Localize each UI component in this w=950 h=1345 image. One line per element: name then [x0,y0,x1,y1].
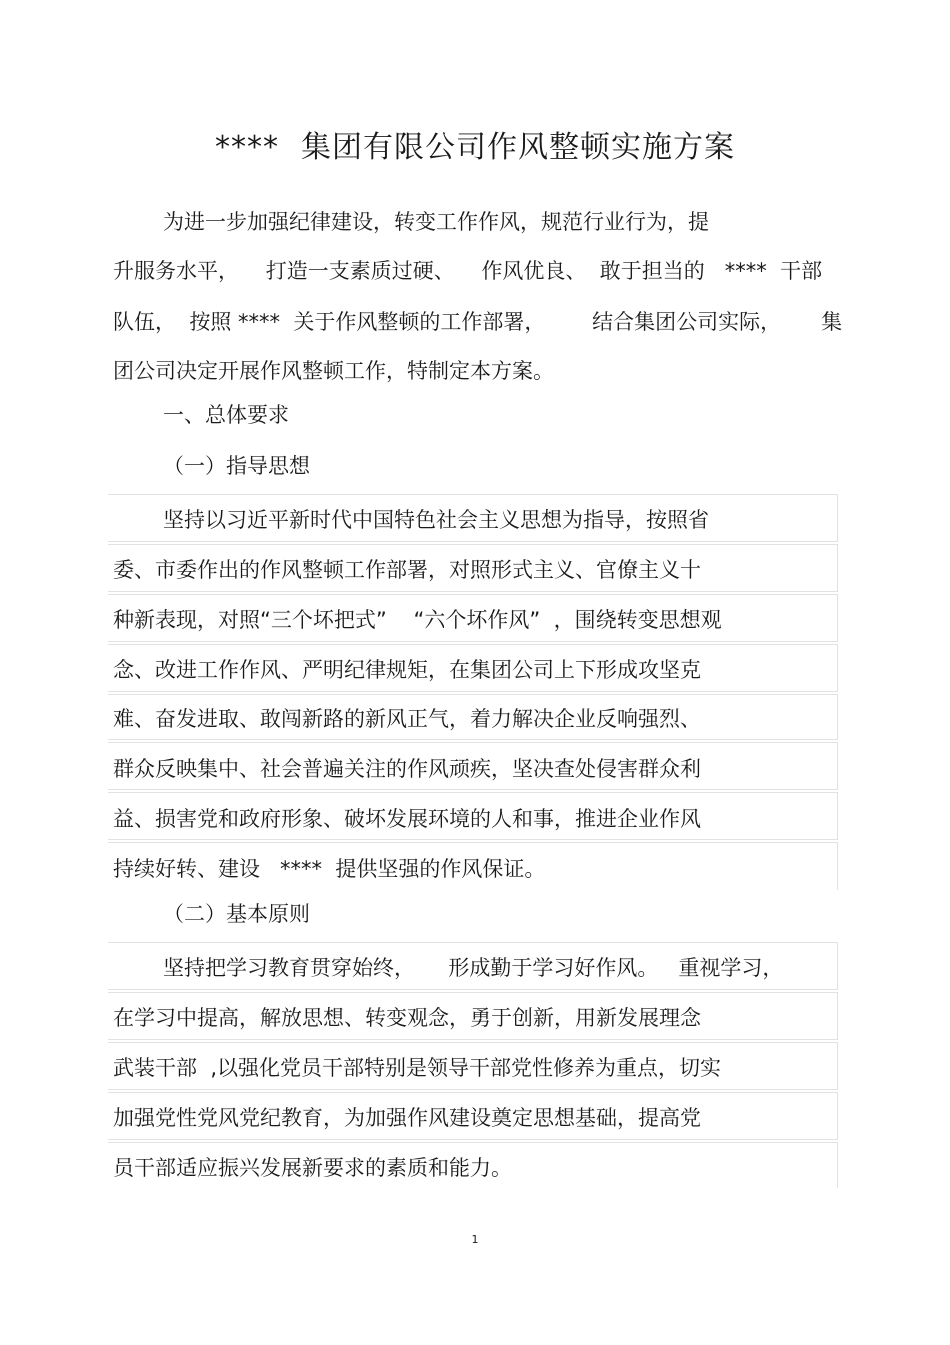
document-title [0,126,950,170]
guiding-line-8: 持续好转、建设 **** 提供坚强的作风保证。 [113,857,546,881]
subsection-heading-basic-principles: （二）基本原则 [163,902,310,926]
intro-line-1: 为进一步加强纪律建设，转变工作作风，规范行业行为，提 [163,210,709,234]
title-prefix: **** [215,130,279,165]
guiding-line-4: 念、改进工作作风、严明纪律规矩，在集团公司上下形成攻坚克 [113,658,701,682]
section-heading-general-requirements: 一、总体要求 [163,403,289,427]
intro-line-3: 队伍， 按照 **** 关于作风整顿的工作部署， 结合集团公司实际， 集 [113,310,843,334]
principles-line-2: 在学习中提高，解放思想、转变观念，勇于创新，用新发展理念 [113,1006,701,1030]
guiding-line-2: 委、市委作出的作风整顿工作部署，对照形式主义、官僚主义十 [113,558,701,582]
guiding-line-6: 群众反映集中、社会普遍关注的作风顽疾，坚决查处侵害群众利 [113,757,701,781]
principles-line-1: 坚持把学习教育贯穿始终， 形成勤于学习好作风。 重视学习， [163,956,784,980]
page-number: 1 [471,1233,479,1246]
intro-line-4: 团公司决定开展作风整顿工作，特制定本方案。 [113,359,554,383]
subsection-heading-guiding-ideology: （一）指导思想 [163,454,310,478]
guiding-line-1: 坚持以习近平新时代中国特色社会主义思想为指导，按照省 [163,508,709,532]
intro-line-2: 升服务水平， 打造一支素质过硬、 作风优良、 敢于担当的 **** 干部 [113,259,823,283]
principles-line-4: 加强党性党风党纪教育，为加强作风建设奠定思想基础，提高党 [113,1106,701,1130]
principles-line-5: 员干部适应振兴发展新要求的素质和能力。 [113,1156,512,1180]
guiding-line-7: 益、损害党和政府形象、破坏发展环境的人和事，推进企业作风 [113,807,701,831]
guiding-line-3: 种新表现，对照“三个坏把式” “六个坏作风” ，围绕转变思想观 [113,608,722,632]
title-text: 集团有限公司作风整顿实施方案 [301,130,735,165]
guiding-line-5: 难、奋发进取、敢闯新路的新风正气，着力解决企业反响强烈、 [113,707,701,731]
principles-line-3: 武装干部 ,以强化党员干部特别是领导干部党性修养为重点，切实 [113,1056,722,1080]
